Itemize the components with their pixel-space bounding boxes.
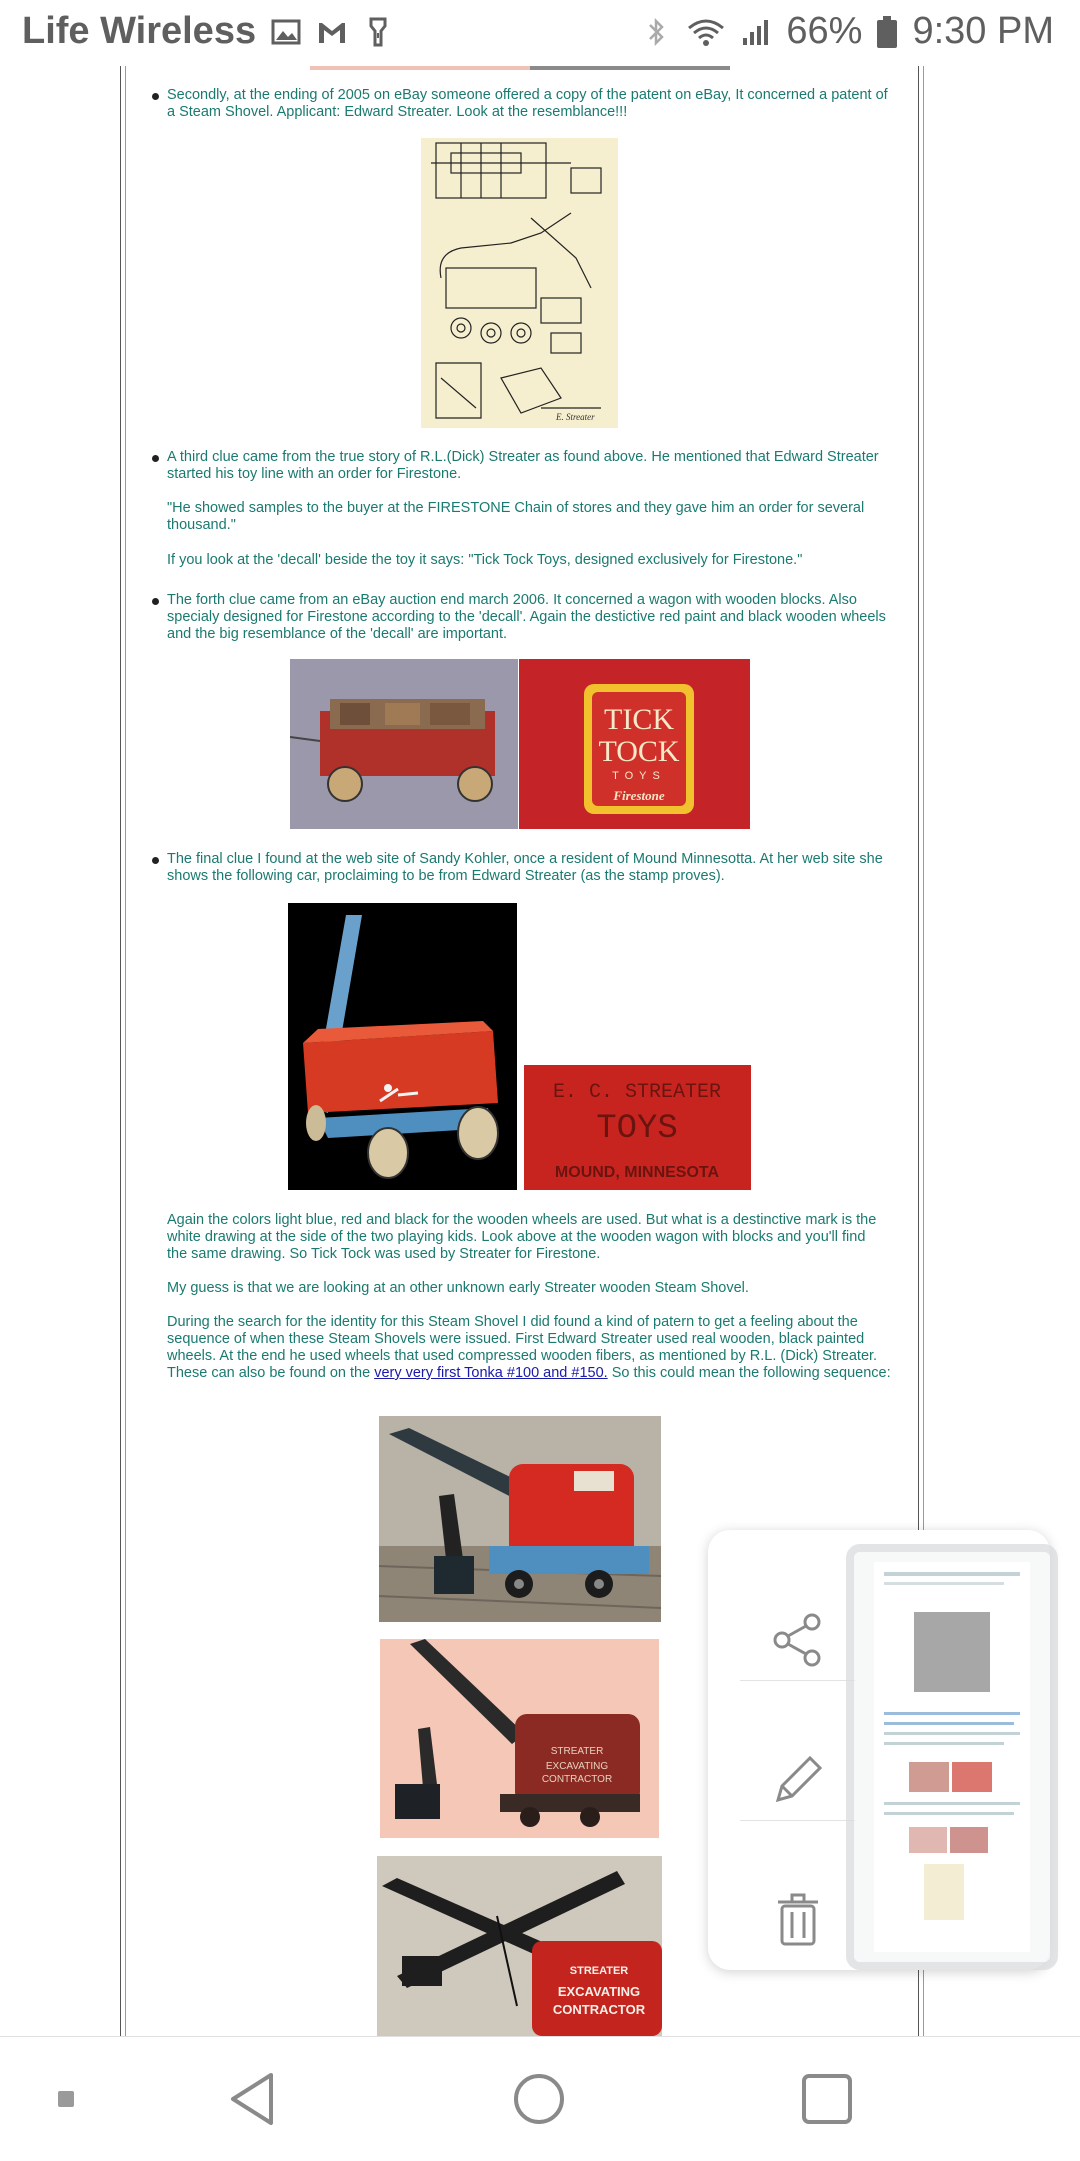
decall-toys: TOYS bbox=[612, 770, 666, 782]
status-bar-left bbox=[22, 10, 394, 53]
bullet-patent-text: Secondly, at the ending of 2005 on eBay someone offered a copy of the patent on eBay, It concerned a patent of a Steam Shovel. Applicant: Edward Streater. Look at the resemblance!!! bbox=[167, 87, 888, 120]
status-bar-right bbox=[640, 10, 1054, 53]
bullet-dot bbox=[152, 857, 159, 864]
delete-icon bbox=[770, 1892, 826, 1948]
screenshot-action-panel bbox=[708, 1530, 1050, 1970]
shovel2-label1: STREATER bbox=[550, 1746, 604, 1757]
decall-tick: TICK bbox=[604, 703, 674, 736]
screenshot-thumbnail[interactable] bbox=[846, 1544, 1058, 1970]
shovel3-label1: STREATER bbox=[569, 1965, 629, 1977]
stamp-line2: TOYS bbox=[596, 1110, 678, 1148]
streater-stamp-image bbox=[524, 1065, 751, 1190]
clock: 9:30 PM bbox=[912, 10, 1054, 52]
patent-drawing-image bbox=[421, 138, 618, 428]
stamp-line3: MOUND, MINNESOTA bbox=[554, 1164, 720, 1181]
firestone-quote: "He showed samples to the buyer at the FIRESTONE Chain of stores and they gave him an order for several thousand." bbox=[167, 500, 865, 533]
steam-shovel-3-image bbox=[377, 1856, 662, 2036]
gallery-icon bbox=[270, 15, 302, 49]
battery-percent: 66% bbox=[786, 10, 863, 52]
signal-icon bbox=[740, 15, 772, 49]
overview-icon bbox=[799, 2071, 855, 2127]
bullet-firestone-text: A third clue came from the true story of R.L.(Dick) Streater as found above. He mentioned that Edward Streater started his toy line with an order for Firestone. bbox=[167, 449, 879, 482]
sequence-paragraph bbox=[167, 1314, 892, 1382]
shovel2-label3: CONTRACTOR bbox=[541, 1774, 613, 1785]
page-border-left bbox=[120, 66, 126, 2036]
square-dot-icon bbox=[56, 2089, 76, 2109]
decall-tock: TOCK bbox=[598, 735, 680, 768]
steam-shovel-1-image bbox=[379, 1416, 661, 1622]
bullet-dot bbox=[152, 93, 159, 100]
status-bar bbox=[0, 0, 1080, 66]
panel-divider bbox=[740, 1680, 856, 1681]
svg-text:E. Streater: E. Streater bbox=[556, 412, 595, 422]
edit-icon bbox=[770, 1752, 826, 1808]
bullet-kohler-text: The final clue I found at the web site of Sandy Kohler, once a resident of Mound Minnesotta. At her web site she shows the following car, proclaiming to be from Edward Streater (as the stamp proves). bbox=[167, 851, 883, 884]
streater-wagon-image bbox=[288, 903, 517, 1190]
home-button[interactable] bbox=[504, 2067, 574, 2131]
share-icon bbox=[770, 1612, 826, 1668]
sequence-text-start: During the search for the identity for this Steam Shovel I did found a kind of patern to get a feeling about the sequence of when these Steam Shovels were issued. First Edward Streater used real wooden, black painted wheels. At the end he used wheels that used compressed wooden fibers, as mentioned by R.L. (Dick) Streater. These can also be found on the bbox=[167, 1314, 878, 1381]
shovel3-label2: EXCAVATING bbox=[557, 1984, 641, 1999]
gmail-icon bbox=[316, 15, 348, 49]
bullet-dot bbox=[152, 455, 159, 462]
bullet-dot bbox=[152, 598, 159, 605]
shovel3-label3: CONTRACTOR bbox=[552, 2002, 646, 2017]
colors-paragraph: Again the colors light blue, red and black for the wooden wheels are used. But what is a destinctive mark is the white drawing at the side of the two playing kids. Look above at the wooden wagon with blocks and you'll find the same drawing. So Tick Tock was used by Streater for Firestone. bbox=[167, 1212, 877, 1262]
decall-firestone: Firestone bbox=[613, 788, 665, 803]
panel-divider bbox=[740, 1820, 856, 1821]
carrier-name: Life Wireless bbox=[22, 10, 257, 52]
stamp-line1: E. C. STREATER bbox=[552, 1081, 722, 1104]
wifi-icon bbox=[686, 15, 726, 49]
bluetooth-icon bbox=[640, 15, 672, 49]
bullet-wagon-text: The forth clue came from an eBay auction end march 2006. It concerned a wagon with wooden blocks. Also specialy designed for Firestone according to the 'decall'. Again the destictive red paint and black wooden wheels and the big resemblance of the 'decall' are important. bbox=[167, 592, 886, 642]
navigation-bar bbox=[0, 2036, 1080, 2161]
overview-button[interactable] bbox=[792, 2067, 862, 2131]
guess-paragraph: My guess is that we are looking at an other unknown early Streater wooden Steam Shovel. bbox=[167, 1280, 749, 1296]
back-icon bbox=[227, 2071, 279, 2127]
steam-shovel-2-image bbox=[380, 1639, 659, 1838]
wagon-blocks-image bbox=[290, 659, 518, 829]
recents-dot-button[interactable] bbox=[31, 2067, 101, 2131]
flashlight-icon bbox=[362, 15, 394, 49]
tonka-link[interactable]: very very first Tonka #100 and #150. bbox=[374, 1365, 608, 1381]
battery-icon bbox=[876, 15, 898, 49]
top-image-edge bbox=[310, 66, 730, 70]
decall-text: If you look at the 'decall' beside the toy it says: "Tick Tock Toys, designed exclusively for Firestone." bbox=[167, 552, 803, 568]
tick-tock-decall-image bbox=[519, 659, 750, 829]
sequence-text-end: So this could mean the following sequence: bbox=[607, 1365, 891, 1381]
home-icon bbox=[511, 2071, 567, 2127]
shovel2-label2: EXCAVATING bbox=[545, 1761, 609, 1772]
back-button[interactable] bbox=[218, 2067, 288, 2131]
